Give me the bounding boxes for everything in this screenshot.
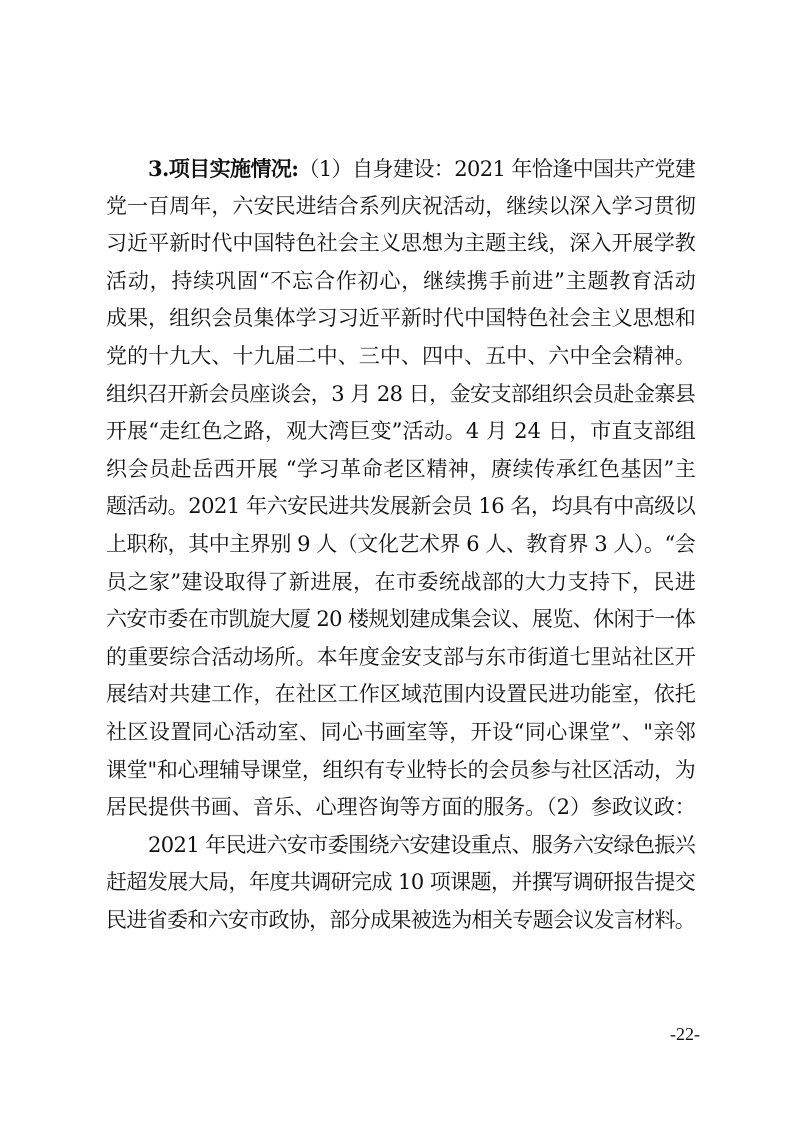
text-run: （1）自身建设：2021 年恰逢中国共产党建 — [298, 157, 696, 181]
text-line: 赶超发展大局，年度共调研完成 10 项课题，并撰写调研报告提交 — [106, 870, 696, 895]
text-line: 成果，组织会员集体学习习近平新时代中国特色社会主义思想和 — [106, 306, 696, 331]
section-heading: 3.项目实施情况: — [148, 156, 299, 181]
text-line: 居民提供书画、音乐、心理咨询等方面的服务。（2）参政议政： — [106, 795, 696, 820]
text-line: 组织召开新会员座谈会，3 月 28 日，金安支部组织会员赴金寨县 — [106, 381, 696, 406]
body-text — [106, 150, 696, 939]
text-line: 员之家”建设取得了新进展，在市委统战部的大力支持下，民进 — [106, 569, 697, 594]
text-line: 展结对共建工作，在社区工作区域范围内设置民进功能室，依托 — [106, 682, 696, 707]
text-line: 开展“走红色之路，观大湾巨变”活动。4 月 24 日，市直支部组 — [106, 419, 696, 444]
text-line: 习近平新时代中国特色社会主义思想为主题主线，深入开展学教 — [106, 231, 696, 256]
text-line: 社区设置同心活动室、同心书画室等，开设“同心课堂”、"亲邻 — [106, 719, 697, 744]
page-number: -22- — [670, 1024, 700, 1044]
paragraph-first-line — [106, 150, 696, 188]
text-line: 党一百周年，六安民进结合系列庆祝活动，继续以深入学习贯彻 — [106, 193, 696, 218]
text-line: 党的十九大、十九届二中、三中、四中、五中、六中全会精神。 — [106, 343, 696, 368]
text-line: 织会员赴岳西开展 “学习革命老区精神，赓续传承红色基因”主 — [106, 456, 697, 481]
text-line: 题活动。2021 年六安民进共发展新会员 16 名，均具有中高级以 — [106, 494, 696, 519]
text-line: 上职称，其中主界别 9 人（文化艺术界 6 人、教育界 3 人）。“会 — [106, 531, 696, 556]
text-line: 六安市委在市凯旋大厦 20 楼规划建成集会议、展览、休闲于一体 — [106, 607, 696, 632]
text-line: 课堂"和心理辅导课堂，组织有专业特长的会员参与社区活动，为 — [106, 757, 696, 782]
paragraph-first-line: 2021 年民进六安市委围绕六安建设重点、服务六安绿色振兴 — [148, 832, 696, 857]
text-line: 活动，持续巩固“不忘合作初心，继续携手前进”主题教育活动 — [106, 268, 697, 293]
text-line: 民进省委和六安市政协，部分成果被选为相关专题会议发言材料。 — [106, 907, 696, 932]
text-line: 的重要综合活动场所。本年度金安支部与东市街道七里站社区开 — [106, 644, 696, 669]
